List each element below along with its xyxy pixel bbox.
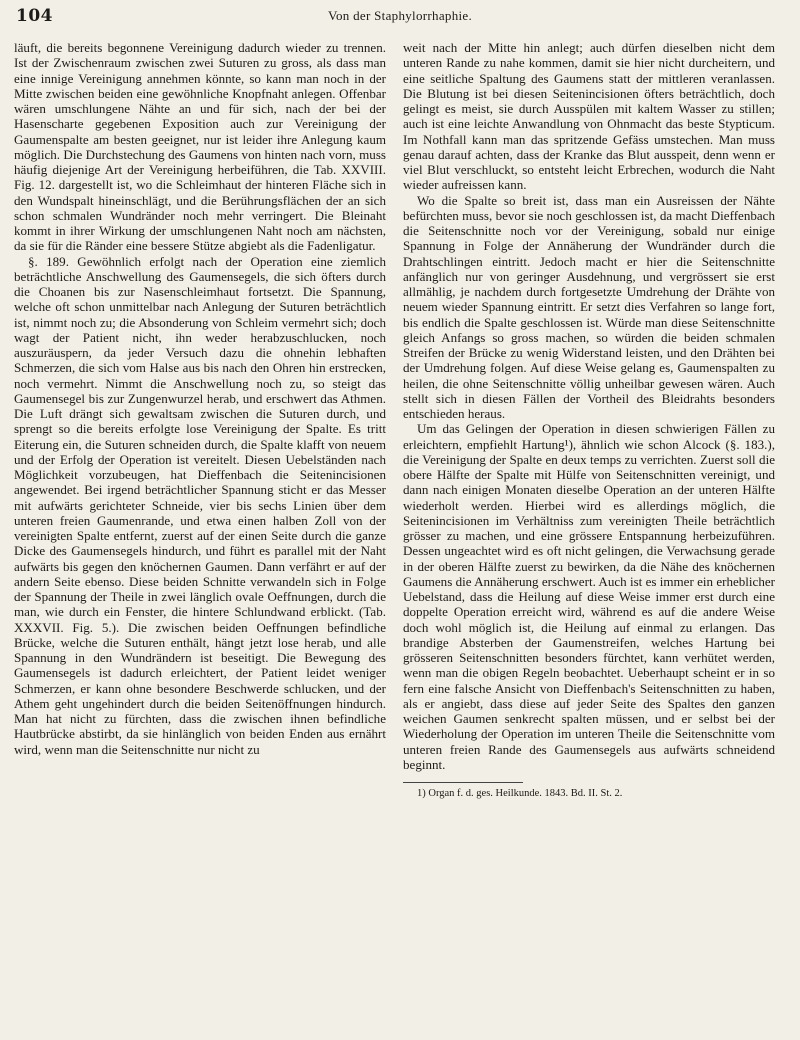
left-column (14, 40, 386, 757)
page-number: 104 (16, 6, 53, 26)
paragraph: §. 189. Gewöhnlich erfolgt nach der Operation eine ziemlich beträchtliche Anschwellung des Gaumensegels, die sich öfters durch die Choanen bis zur Nasenschleimhaut fortsetzt. Die Spannung, welche oft schon unmittelbar nach Anlegung der Suturen beträchtlich ist, nimmt noch zu; die Absonderung von Schleim vermehrt sich; doch wagt der Patient nicht, ihn weder herabzuschlucken, noch auszuräuspern, da jeder Versuch dazu die ohnehin lebhaften Schmerzen, die sich vom Halse aus bis nach den Ohren hin erstrecken, noch vermehrt. Nimmt die Anschwellung noch zu, so steigt das Gaumensegel bis zur Zungenwurzel herab, und erschwert das Athmen. Die Luft drängt sich gewaltsam zwischen die Suturen durch, und sprengt so die bereits erfolgte lose Vereinigung der Spalte. Es tritt Eiterung ein, die Suturen schneiden durch, die Spalte klafft von neuem und der Erfolg der Operation ist vereitelt. Diesen Uebelständen nach Möglichkeit vorzubeugen, hat Dieffenbach die Seitenincisionen angewendet. Bei irgend beträchtlicher Spannung sticht er das Messer mit aufwärts gerichteter Schneide, vier bis sechs Linien über dem unteren freien Gaumenrande, und etwa einen halben Zoll von der vereinigten Spalte entfernt, zuerst auf der einen Seite durch die ganze Dicke des Gaumensegels hindurch, und führt es parallel mit der Naht aufwärts bis gegen den knöchernen Gaumen. Dann verfährt er auf der andern Seite ebenso. Diese beiden Schnitte verwandeln sich in Folge der Spannung der Theile in zwei länglich ovale Oeffnungen, durch die man, wie durch ein Fenster, die hintere Schlundwand erblickt. (Tab. XXXVII. Fig. 5.). Die zwischen beiden Oeffnungen befindliche Brücke, welche die Suturen enthält, hängt jetzt lose herab, und alle Spannung in den Wundrändern ist beseitigt. Die Bewegung des Gaumensegels ist dadurch erleichtert, der Patient leidet weniger Schmerzen, er kann ohne besondere Beschwerde schlucken, und der Athem geht ungehindert durch die beiden Seitenöffnungen hindurch. Man hat nicht zu fürchten, dass die zwischen ihnen befindliche Hautbrücke abstirbt, da sie hinlänglich von beiden Enden aus ernährt wird, wenn man die Seitenschnitte nur nicht zu (14, 253, 386, 757)
footnote-divider (403, 782, 523, 783)
paragraph: Um das Gelingen der Operation in diesen schwierigen Fällen zu erleichtern, empfiehlt Hartung¹), ähnlich wie schon Alcock (§. 183.), die Vereinigung der Spalte en deux temps zu verrichten. Zuerst soll die obere Hälfte der Spalte mit Hülfe von Seitenschnitten vereinigt, und dann nach einigen Monaten dieselbe Operation an der unteren Hälfte wiederholt werden. Hierbei wird es allerdings möglich, die Seitenincisionen im Verhältniss zum vereinigten Theile beträchtlich grösser zu machen, und eine grössere Entspannung herbeizuführen. Dessen ungeachtet wird es oft nicht gelingen, die Verwachsung gerade in der oberen Hälfte zuerst zu bewirken, da die Nähe des knöchernen Gaumens die Annäherung erschwert. Auch ist es immer ein erheblicher Uebelstand, dass die Heilung auf diese Weise immer erst durch eine doppelte Operation erreicht wird, während es auf die andere Weise doch wohl möglich ist, die Heilung auf einmal zu erlangen. Das brandige Absterben der Gaumenstreifen, welches Hartung bei grösseren Seitenschnitten besonders fürchtet, kann verhütet werden, wenn man die obigen Regeln beobachtet. Ueberhaupt scheint er in so fern eine falsche Ansicht von Dieffenbach's Seitenschnitten zu haben, als er angiebt, dass diese auf jeder Seite des Spaltes den ganzen weichen Gaumen senkrecht spalten müssen, und er selbst bei der Wiederholung der Operation im unteren Theile die Seitenschnitte vom unteren freien Rande des Gaumensegels aus aufwärts schneidend beginnt. (403, 421, 775, 772)
paragraph: läuft, die bereits begonnene Vereinigung dadurch wieder zu trennen. Ist der Zwischenraum zwischen zwei Suturen zu gross, als dass man eine innige Vereinigung annehmen könnte, so kann man noch in der Mitte zwischen beiden eine gewöhnliche Knopfnaht anlegen. Offenbar wären umschlungene Nähte an und für sich, nach der bei der Hasenscharte gegebenen Exposition auch zur Vereinigung der Gaumenspalte am besten geeignet, nur ist leider ihre Anlegung kaum möglich. Die Durchstechung des Gaumens von hinten nach vorn, muss häufig diejenige Art der Vereinigung herbeiführen, die Tab. XXVIII. Fig. 12. dargestellt ist, wo die Schleimhaut der hinteren Fläche sich in den Wundspalt hineinschlägt, und die Berührungsflächen der an sich schon schmalen Wundränder noch mehr verringert. Die Bleinaht kommt in ihrer Wirkung der umschlungenen Naht noch am nächsten, da sie für die Ränder eine bessere Stütze abgiebt als die Fadenligatur. (14, 40, 386, 254)
paragraph: weit nach der Mitte hin anlegt; auch dürfen dieselben nicht dem unteren Rande zu nahe kommen, damit sie hier nicht durcheitern, und eine seitliche Spaltung des Gaumens statt der mittleren veranlassen. Die Blutung ist bei diesen Seitenincisionen öfters beträchtlich, doch gelingt es meist, sie durch Ausspülen mit kaltem Wasser zu stillen; auch ist eine leichte Anwandlung von Ohnmacht das beste Stypticum. Im Nothfall kann man das spritzende Gefäss umstechen. Man muss genau darauf achten, dass der Kranke das Blut ausspeit, denn wenn er viel Blut verschluckt, so entsteht leicht Erbrechen, wodurch die Naht wieder aufreissen kann. (403, 40, 775, 193)
right-column (403, 40, 775, 800)
running-title: Von der Staphylorrhaphie. (327, 8, 473, 23)
footnote: 1) Organ f. d. ges. Heilkunde. 1843. Bd. II. St. 2. (417, 788, 623, 799)
page-header (0, 0, 800, 30)
paragraph: Wo die Spalte so breit ist, dass man ein Ausreissen der Nähte befürchten muss, bevor sie noch geschlossen ist, da macht Dieffenbach die Seitenschnitte noch vor der Vereinigung, sobald nur einige Spannung in Folge der Annäherung der Wundränder durch die Drahtschlingen eintritt. Jedoch macht er hier die Seitenschnitte anfänglich nur von geringer Ausdehnung, und vergrössert sie erst allmählig, je nachdem durch fortgesetzte Umdrehung der Drähte von neuem wieder Spannung eintritt. Er setzt dies Verfahren so lange fort, bis endlich die Spalte geschlossen ist. Würde man diese Seitenschnitte gleich Anfangs so gross machen, so würden die beiden schmalen Streifen der Brücke zu wenig Widerstand leisten, und den Drähten bei der Umdrehung folgen. Auf diese Weise gelang es, Gaumenspalten zu heilen, die ohne Seitenschnitte völlig unheilbar gewesen wären. Auch stellt sich in diesen Fällen der Vortheil des Bleidrahts besonders entschieden heraus. (403, 192, 775, 421)
